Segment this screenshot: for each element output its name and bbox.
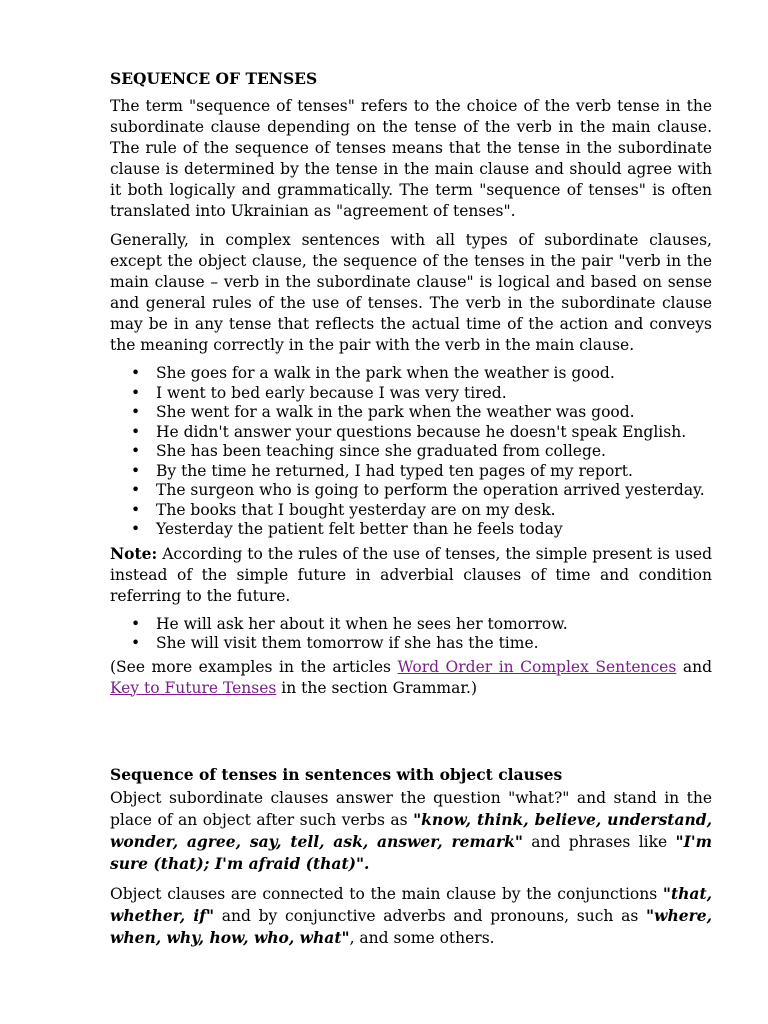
- bullet-icon: •: [131, 422, 141, 441]
- conjunctions-paragraph: Object clauses are connected to the main clause by the conjunctions "that, whether, if" and by conjunctive adverbs and pronouns, such as "where, when, why, how, who, what", and some others.: [110, 883, 713, 947]
- note-paragraph: [110, 543, 712, 607]
- conjunctions-list: "that, whether, if": [110, 883, 712, 925]
- bullet-icon: •: [131, 520, 141, 538]
- list-item: • The books that I bought yesterday are on my desk.: [131, 500, 556, 519]
- future-tenses-link[interactable]: Key to Future Tenses: [110, 678, 277, 697]
- bullet-icon: •: [131, 481, 141, 499]
- bullet-icon: •: [131, 364, 141, 382]
- list-item: • She went for a walk in the park when the weather was good.: [131, 403, 635, 421]
- phrases-list: "I'm sure (that); I'm afraid (that)".: [110, 831, 712, 873]
- section-spacer: [110, 707, 712, 764]
- bullet-icon: •: [131, 403, 141, 421]
- list-item: • He will ask her about it when he sees her tomorrow.: [131, 614, 568, 633]
- bullet-icon: •: [131, 634, 141, 652]
- intro-paragraph: The term "sequence of tenses" refers to the choice of the verb tense in the subordinate clause depending on the tense of the verb in the main clause. The rule of the sequence of tenses means that the tense in the subordinate clause is determined by the tense in the main clause and should agree with it both logically and grammatically. The term "sequence of tenses" is often translated into Ukrainian as "agreement of tenses".: [110, 97, 712, 220]
- list-item: • She goes for a walk in the park when the weather is good.: [131, 364, 615, 382]
- bullet-icon: •: [131, 500, 141, 519]
- list-item: • The surgeon who is going to perform the operation arrived yesterday.: [131, 481, 705, 499]
- list-item: • She will visit them tomorrow if she has the time.: [131, 634, 539, 652]
- examples-list-2: [110, 615, 712, 654]
- page-title: SEQUENCE OF TENSES: [110, 69, 318, 88]
- bullet-icon: •: [131, 614, 141, 633]
- note-label: Note:: [110, 543, 158, 563]
- section-title: Sequence of tenses in sentences with object clauses: [110, 764, 563, 784]
- verbs-list: "know, think, believe, understand, wonder, agree, say, tell, ask, answer, remark": [110, 809, 713, 851]
- list-item: • By the time he returned, I had typed ten pages of my report.: [131, 461, 633, 480]
- word-order-link[interactable]: Word Order in Complex Sentences: [397, 657, 677, 676]
- bullet-icon: •: [131, 442, 141, 460]
- list-item: • She has been teaching since she graduated from college.: [131, 442, 606, 460]
- object-clauses-paragraph: Object subordinate clauses answer the question "what?" and stand in the place of an object after such verbs as "know, think, believe, understand, wonder, agree, say, tell, ask, answer, remark" and phrases like "I'm sure (that); I'm afraid (that)".: [110, 788, 713, 873]
- general-rule-paragraph: Generally, in complex sentences with all types of subordinate clauses, except the object clause, the sequence of the tenses in the pair "verb in the main clause – verb in the subordinate clause" is logical and based on sense and general rules of the use of tenses. The verb in the subordinate clause may be in any tense that reflects the actual time of the action and conveys the meaning correctly in the pair with the verb in the main clause.: [110, 231, 712, 354]
- note-text: According to the rules of the use of tenses, the simple present is used instead of the simple future in adverbial clauses of time and condition referring to the future.: [110, 544, 712, 605]
- list-item: • Yesterday the patient felt better than he feels today: [131, 520, 563, 538]
- examples-list-1: [110, 364, 712, 540]
- see-more-paragraph: (See more examples in the articles Word Order in Complex Sentences and Key to Future Tenses in the section Grammar.): [110, 657, 712, 697]
- adverbs-list: "where, when, why, how, who, what": [110, 905, 713, 947]
- bullet-icon: •: [131, 461, 141, 480]
- list-item: • I went to bed early because I was very tired.: [131, 383, 507, 402]
- bullet-icon: •: [131, 383, 141, 402]
- list-item: • He didn't answer your questions because he doesn't speak English.: [131, 422, 687, 441]
